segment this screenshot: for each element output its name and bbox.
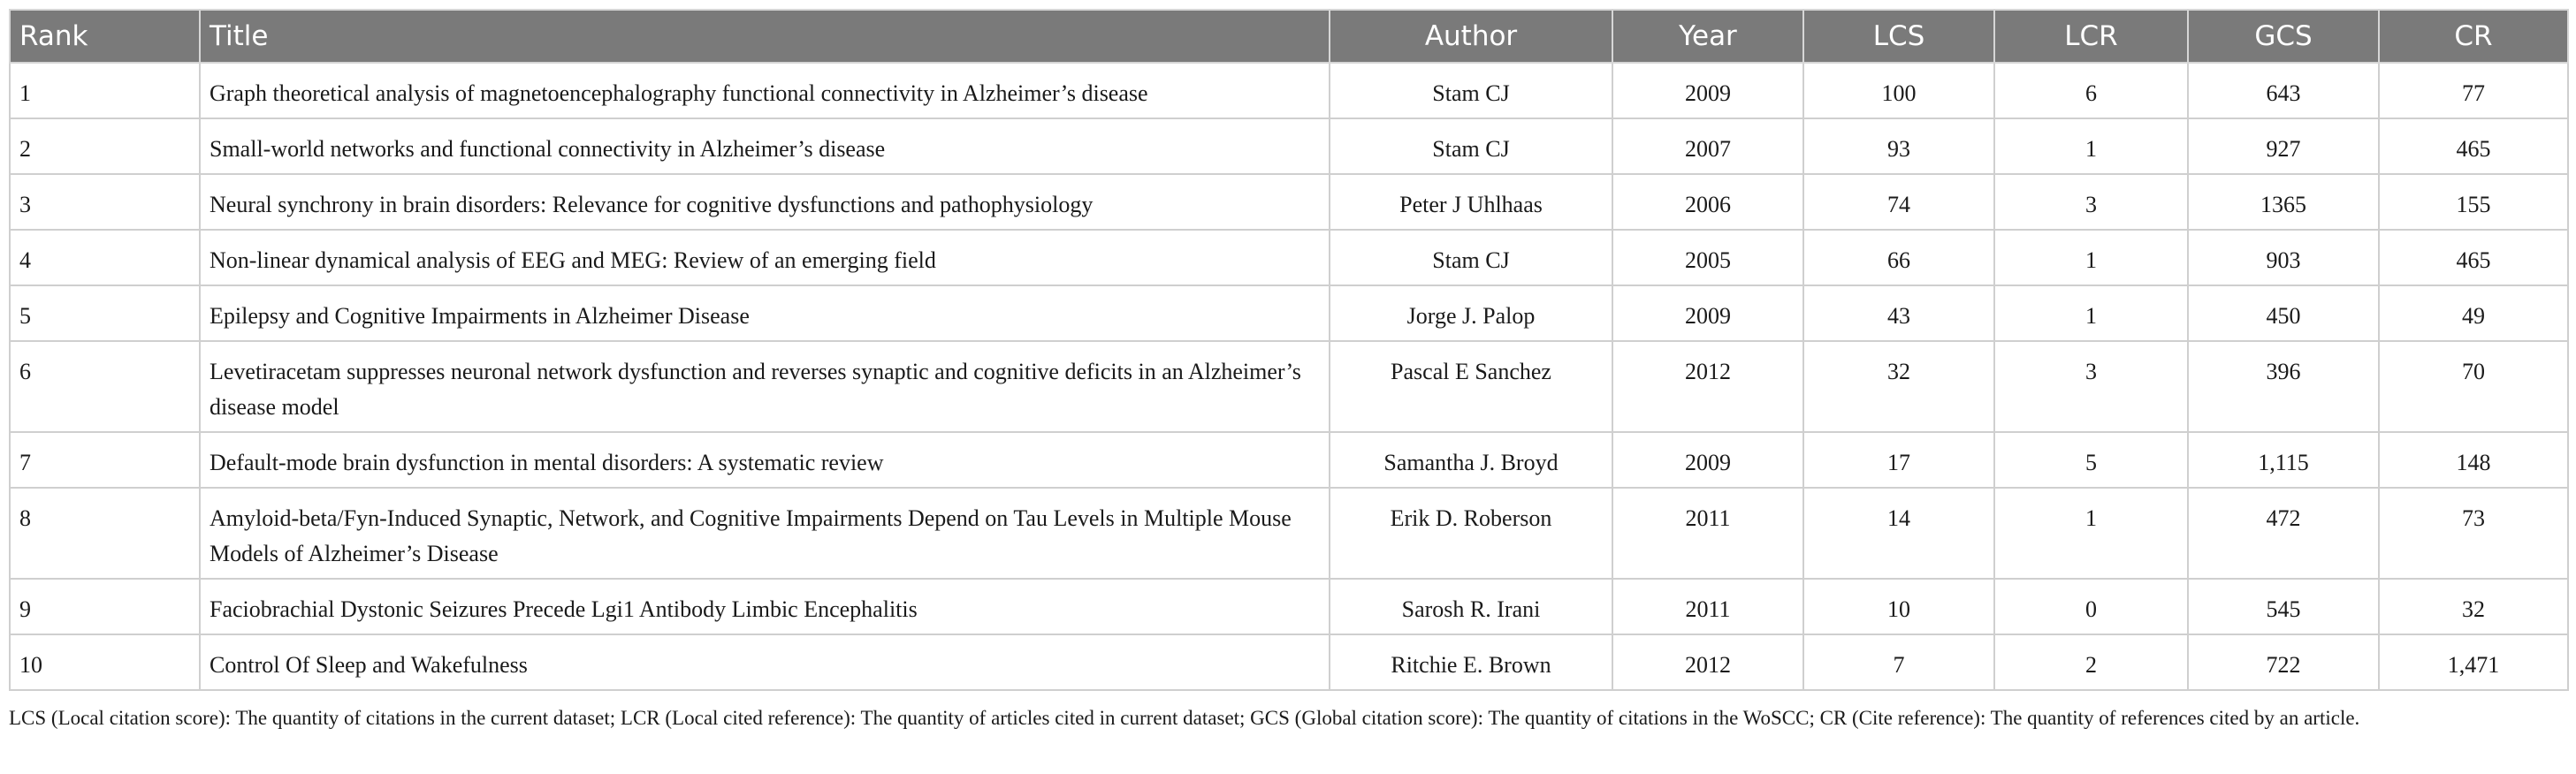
cell-lcr: 1 xyxy=(1994,230,2188,285)
cell-author: Pascal E Sanchez xyxy=(1330,341,1612,432)
cell-lcr: 1 xyxy=(1994,118,2188,174)
cell-rank: 6 xyxy=(10,341,200,432)
cell-lcs: 74 xyxy=(1803,174,1994,230)
table-row xyxy=(10,230,2568,285)
cell-cr: 465 xyxy=(2379,230,2568,285)
cell-gcs: 1,115 xyxy=(2188,432,2379,488)
cell-title: Amyloid-beta/Fyn-Induced Synaptic, Network, and Cognitive Impairments Depend on Tau Levels in Multiple Mouse Models of Alzheimer’s Disease xyxy=(200,488,1330,579)
cell-lcs: 32 xyxy=(1803,341,1994,432)
cell-rank: 1 xyxy=(10,63,200,118)
cell-year: 2009 xyxy=(1612,285,1803,341)
cell-title: Faciobrachial Dystonic Seizures Precede Lgi1 Antibody Limbic Encephalitis xyxy=(200,579,1330,634)
cell-cr: 49 xyxy=(2379,285,2568,341)
cell-cr: 148 xyxy=(2379,432,2568,488)
cell-year: 2009 xyxy=(1612,432,1803,488)
cell-title: Non-linear dynamical analysis of EEG and MEG: Review of an emerging field xyxy=(200,230,1330,285)
table-row xyxy=(10,63,2568,118)
cell-gcs: 545 xyxy=(2188,579,2379,634)
table-footnote: LCS (Local citation score): The quantity of citations in the current dataset; LCR (Local cited reference): The quantity of articles cited in current dataset; GCS (Global citation score): The quantity of citations in the WoSCC; CR (Cite reference): The quantity of references cited by an article. xyxy=(9,707,2360,729)
cell-rank: 4 xyxy=(10,230,200,285)
cell-lcs: 66 xyxy=(1803,230,1994,285)
header-lcr: LCR xyxy=(1994,10,2188,63)
cell-gcs: 472 xyxy=(2188,488,2379,579)
cell-lcr: 5 xyxy=(1994,432,2188,488)
cell-lcr: 3 xyxy=(1994,341,2188,432)
cell-rank: 7 xyxy=(10,432,200,488)
header-rank: Rank xyxy=(10,10,200,63)
cell-gcs: 722 xyxy=(2188,634,2379,690)
cell-title: Small-world networks and functional connectivity in Alzheimer’s disease xyxy=(200,118,1330,174)
cell-year: 2011 xyxy=(1612,579,1803,634)
table-row xyxy=(10,579,2568,634)
cell-rank: 2 xyxy=(10,118,200,174)
cell-year: 2012 xyxy=(1612,341,1803,432)
header-gcs: GCS xyxy=(2188,10,2379,63)
table-row xyxy=(10,488,2568,579)
cell-cr: 32 xyxy=(2379,579,2568,634)
cell-lcr: 2 xyxy=(1994,634,2188,690)
cell-gcs: 396 xyxy=(2188,341,2379,432)
cell-gcs: 903 xyxy=(2188,230,2379,285)
cell-author: Samantha J. Broyd xyxy=(1330,432,1612,488)
header-title: Title xyxy=(200,10,1330,63)
cell-rank: 8 xyxy=(10,488,200,579)
citation-table xyxy=(9,9,2569,691)
cell-year: 2011 xyxy=(1612,488,1803,579)
cell-author: Stam CJ xyxy=(1330,63,1612,118)
cell-year: 2009 xyxy=(1612,63,1803,118)
table-row xyxy=(10,432,2568,488)
header-cr: CR xyxy=(2379,10,2568,63)
cell-title: Graph theoretical analysis of magnetoencephalography functional connectivity in Alzheimer’s disease xyxy=(200,63,1330,118)
cell-lcr: 1 xyxy=(1994,488,2188,579)
header-lcs: LCS xyxy=(1803,10,1994,63)
cell-title: Neural synchrony in brain disorders: Relevance for cognitive dysfunctions and pathophysiology xyxy=(200,174,1330,230)
cell-title: Epilepsy and Cognitive Impairments in Alzheimer Disease xyxy=(200,285,1330,341)
cell-rank: 9 xyxy=(10,579,200,634)
cell-title: Levetiracetam suppresses neuronal network dysfunction and reverses synaptic and cognitive deficits in an Alzheimer’s disease model xyxy=(200,341,1330,432)
cell-year: 2012 xyxy=(1612,634,1803,690)
cell-lcs: 93 xyxy=(1803,118,1994,174)
table-row xyxy=(10,118,2568,174)
table-row xyxy=(10,634,2568,690)
cell-author: Erik D. Roberson xyxy=(1330,488,1612,579)
cell-lcr: 1 xyxy=(1994,285,2188,341)
header-year: Year xyxy=(1612,10,1803,63)
cell-cr: 1,471 xyxy=(2379,634,2568,690)
cell-rank: 10 xyxy=(10,634,200,690)
cell-gcs: 1365 xyxy=(2188,174,2379,230)
cell-author: Ritchie E. Brown xyxy=(1330,634,1612,690)
cell-gcs: 643 xyxy=(2188,63,2379,118)
cell-title: Default-mode brain dysfunction in mental disorders: A systematic review xyxy=(200,432,1330,488)
cell-rank: 5 xyxy=(10,285,200,341)
cell-gcs: 927 xyxy=(2188,118,2379,174)
cell-year: 2007 xyxy=(1612,118,1803,174)
cell-lcs: 10 xyxy=(1803,579,1994,634)
cell-lcs: 100 xyxy=(1803,63,1994,118)
cell-rank: 3 xyxy=(10,174,200,230)
cell-lcr: 3 xyxy=(1994,174,2188,230)
cell-cr: 465 xyxy=(2379,118,2568,174)
cell-lcs: 17 xyxy=(1803,432,1994,488)
cell-gcs: 450 xyxy=(2188,285,2379,341)
cell-lcs: 7 xyxy=(1803,634,1994,690)
cell-author: Stam CJ xyxy=(1330,118,1612,174)
cell-lcr: 0 xyxy=(1994,579,2188,634)
cell-lcs: 14 xyxy=(1803,488,1994,579)
cell-cr: 70 xyxy=(2379,341,2568,432)
cell-author: Stam CJ xyxy=(1330,230,1612,285)
cell-title: Control Of Sleep and Wakefulness xyxy=(200,634,1330,690)
cell-author: Sarosh R. Irani xyxy=(1330,579,1612,634)
cell-author: Jorge J. Palop xyxy=(1330,285,1612,341)
header-author: Author xyxy=(1330,10,1612,63)
cell-cr: 73 xyxy=(2379,488,2568,579)
cell-cr: 155 xyxy=(2379,174,2568,230)
cell-lcs: 43 xyxy=(1803,285,1994,341)
table-row xyxy=(10,341,2568,432)
table-row xyxy=(10,285,2568,341)
cell-lcr: 6 xyxy=(1994,63,2188,118)
table-body xyxy=(10,63,2568,690)
cell-cr: 77 xyxy=(2379,63,2568,118)
cell-author: Peter J Uhlhaas xyxy=(1330,174,1612,230)
cell-year: 2006 xyxy=(1612,174,1803,230)
cell-year: 2005 xyxy=(1612,230,1803,285)
table-row xyxy=(10,174,2568,230)
table-container xyxy=(9,9,2567,733)
header-row xyxy=(10,10,2568,63)
